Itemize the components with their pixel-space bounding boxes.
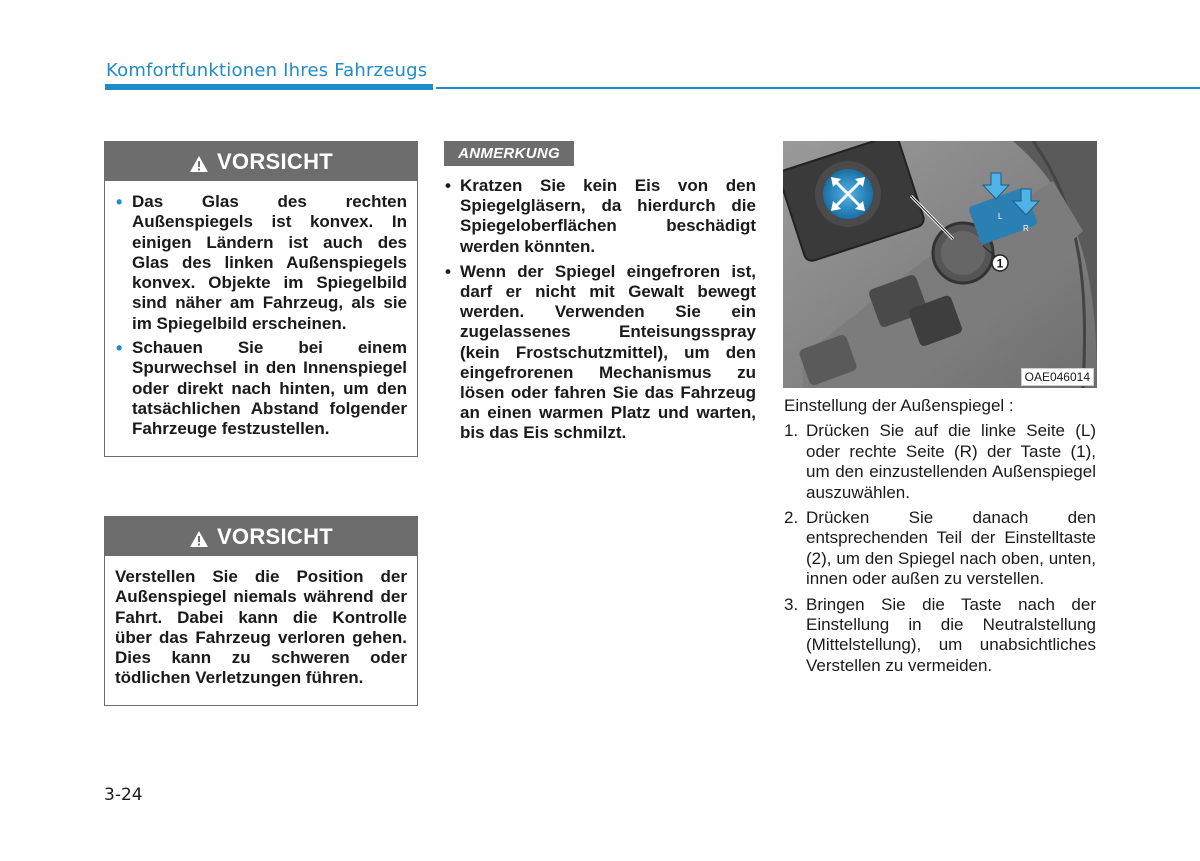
note-bullet-list: [444, 176, 756, 449]
warning-triangle-icon: [189, 528, 209, 546]
instructions: [784, 396, 1096, 681]
caution-body: [105, 556, 417, 705]
callout-number: 1: [996, 256, 1004, 271]
door-panel-drawing: [783, 141, 1097, 388]
caution-box-2: [104, 516, 418, 706]
page-header-title: Komfortfunktionen Ihres Fahrzeugs: [106, 60, 428, 81]
step-number: 1.: [784, 421, 799, 441]
caution-text: Verstellen Sie die Position der Außenspiegel niemals während der Fahrt. Dabei kann die Kontrolle über das Fahrzeug verloren gehen. Dies kann zu schweren oder tödlichen Verletzungen führen.: [115, 567, 407, 688]
switch-right-label: R: [1023, 224, 1029, 233]
instruction-steps: [784, 421, 1096, 676]
header-bar-line: [436, 87, 1200, 89]
list-item: [444, 262, 756, 444]
list-item: [784, 421, 1096, 503]
list-item: [115, 192, 407, 334]
instructions-intro: Einstellung der Außenspiegel :: [784, 396, 1014, 415]
caution-title: VORSICHT: [216, 148, 334, 174]
switch-left-label: L: [998, 212, 1003, 221]
caution-box-1: [104, 141, 418, 457]
figure-code: OAE046014: [1021, 368, 1094, 386]
bullet-text: Schauen Sie bei einem Spurwechsel in den Innenspiegel oder direkt nach hinten, um den tatsächlichen Abstand folgender Fahrzeuge festzustellen.: [132, 338, 407, 439]
caution-header: [105, 517, 417, 556]
bullet-text: Das Glas des rechten Außenspiegels ist konvex. In einigen Ländern ist auch des Glas des linken Außenspiegels konvex. Objekte im Spiegelbild sind näher am Fahrzeug, als sie im Spiegelbild erscheinen.: [132, 192, 407, 333]
mirror-switch-illustration: [783, 141, 1097, 388]
list-item: [444, 176, 756, 257]
step-text: Drücken Sie auf die linke Seite (L) oder rechte Seite (R) der Taste (1), um den einzustellenden Außenspiegel auszuwählen.: [806, 421, 1096, 502]
step-text: Bringen Sie die Taste nach der Einstellung in die Neutralstellung (Mittelstellung), um unabsichtliches Verstellen zu vermeiden.: [806, 594, 1096, 675]
caution-bullet-list: [115, 192, 407, 440]
list-item: [784, 595, 1096, 677]
bullet-dot-icon: •: [116, 338, 123, 359]
bullet-dot-icon: •: [445, 176, 451, 195]
bullet-text: Kratzen Sie kein Eis von den Spiegelgläsern, da hierdurch die Spiegeloberflächen beschädigt werden könnten.: [460, 176, 756, 256]
caution-body: [105, 181, 417, 456]
list-item: [115, 338, 407, 439]
step-text: Drücken Sie danach den entsprechenden Teil der Einstelltaste (2), um den Spiegel nach oben, unten, innen oder außen zu verstellen.: [806, 508, 1096, 589]
page-number: 3-24: [104, 785, 143, 805]
step-number: 3.: [784, 594, 799, 614]
bullet-dot-icon: •: [445, 261, 451, 281]
caution-title: VORSICHT: [216, 523, 334, 549]
bullet-dot-icon: •: [116, 192, 123, 212]
list-item: [784, 508, 1096, 590]
header-bar-accent: [105, 84, 433, 90]
step-number: 2.: [784, 508, 799, 528]
note-tag: ANMERKUNG: [444, 141, 574, 166]
warning-triangle-icon: [189, 153, 209, 171]
caution-header: [105, 142, 417, 181]
bullet-text: Wenn der Spiegel eingefroren ist, darf er nicht mit Gewalt bewegt werden. Verwenden Sie ein zugelassenes Enteisungsspray (kein Frostschutzmittel), um den eingefrorenen Mechanismus zu lösen oder fahren Sie das Fahrzeug an einen warmen Platz und warten, bis das Eis schmilzt.: [460, 261, 756, 443]
